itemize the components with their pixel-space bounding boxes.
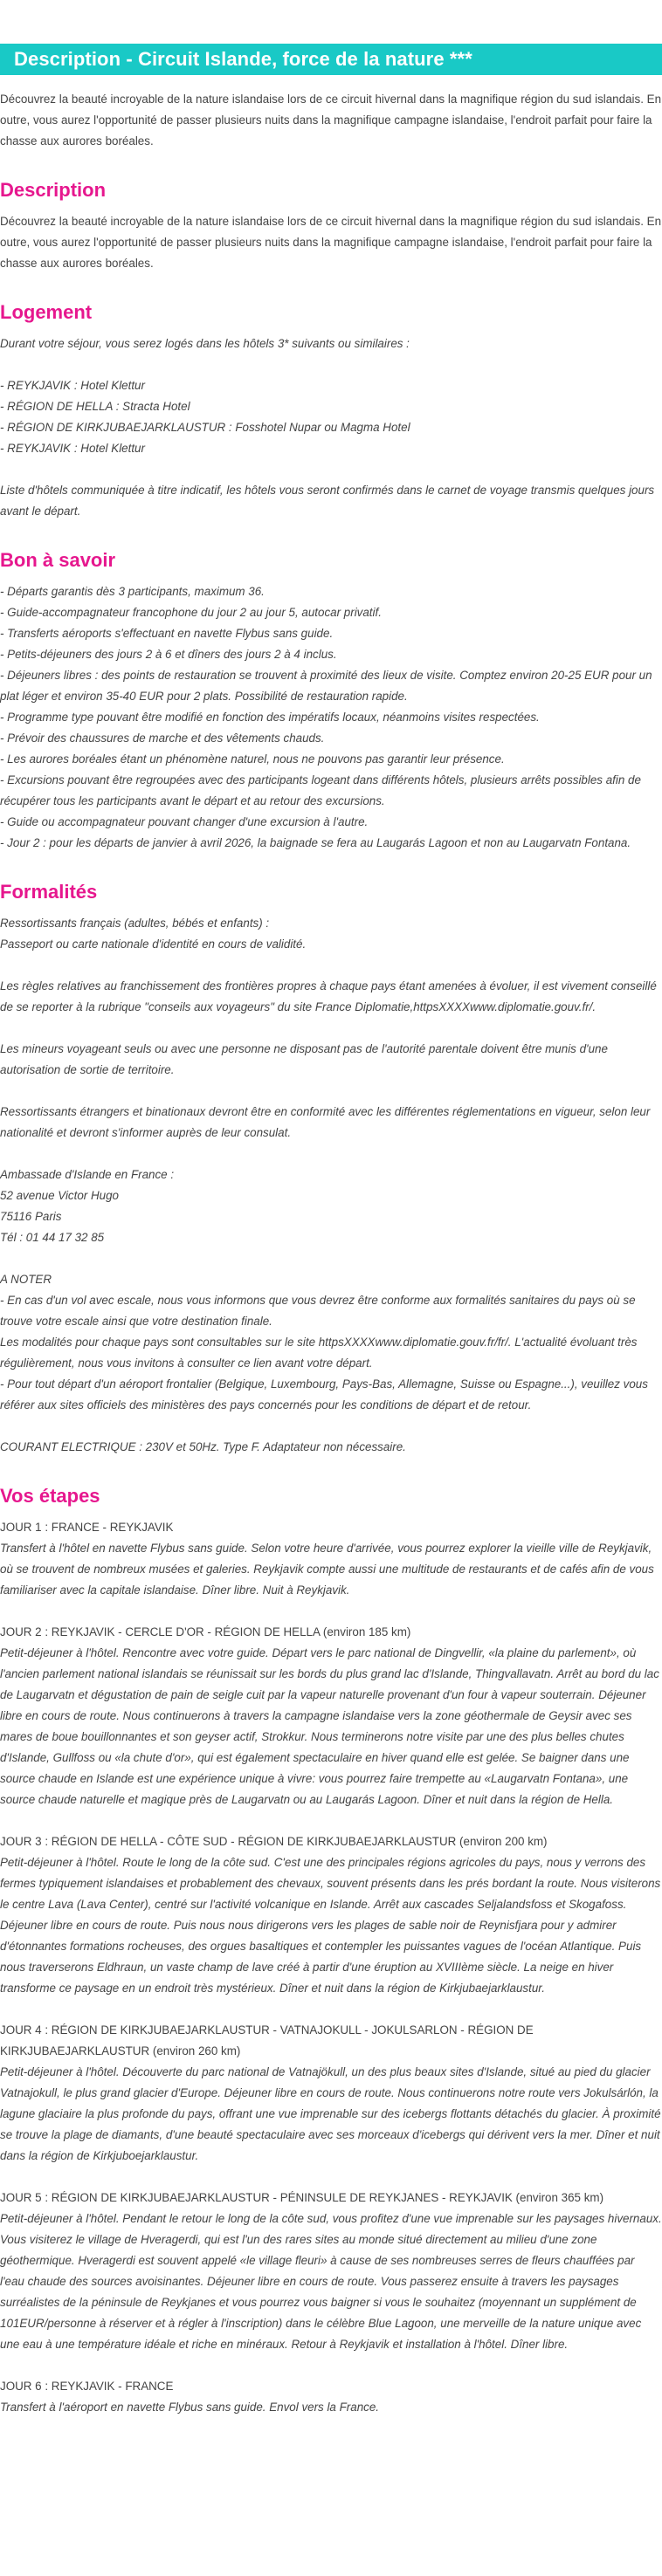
day-title: JOUR 6 : REYKJAVIK - FRANCE (0, 2380, 174, 2393)
intro-text: Découvrez la beauté incroyable de la nature islandaise lors de ce circuit hivernal dans la magnifique région du sud islandais. En outre, vous aurez l'opportunité de passer plusieurs nuits dans la magnifique campagne islandaise, l'endroit parfait pour faire la chasse aux aurores boréales. (0, 93, 662, 148)
info-item: - Transferts aéroports s'effectuant en navette Flybus sans guide. (0, 627, 334, 640)
info-item: - Jour 2 : pour les départs de janvier à avril 2026, la baignade se fera au Laugarás Lagoon et non au Laugarvatn Fontana. (0, 836, 631, 849)
embassy-line: Tél : 01 44 17 32 85 (0, 1231, 105, 1244)
note-line: - Pour tout départ d'un aéroport frontalier (Belgique, Luxembourg, Pays-Bas, Allemagne, Suisse ou Espagne...), veuillez vous référer aux sites officiels des ministères des pays concernés pour les conditions de départ et de retour. (0, 1377, 648, 1412)
hotel-item: - REYKJAVIK : Hotel Klettur (0, 379, 145, 392)
info-item: - Prévoir des chaussures de marche et des vêtements chauds. (0, 732, 325, 745)
info-item: - Excursions pouvant être regroupées avec des participants logeant dans différents hôtels, plusieurs arrêts possibles afin de récupérer tous les participants avant le départ et au retour des excursions. (0, 773, 641, 807)
formalites-line: Passeport ou carte nationale d'identité en cours de validité. (0, 938, 307, 951)
info-item: - Déjeuners libres : des points de restauration se trouvent à proximité des lieux de visite. Comptez environ 20-25 EUR pour un plat léger et environ 35-40 EUR pour 2 plats. Possibilité de restauration rapide. (0, 669, 652, 703)
note-line: A NOTER (0, 1273, 52, 1286)
day-item (0, 1831, 662, 1999)
note-line: - En cas d'un vol avec escale, nous vous informons que vous devrez être conforme aux formalités sanitaires du pays où se trouve votre escale ainsi que votre destination finale. (0, 1294, 636, 1328)
embassy-line: 75116 Paris (0, 1210, 62, 1223)
embassy-line: Ambassade d'Islande en France : (0, 1168, 175, 1181)
day-title: JOUR 5 : RÉGION DE KIRKJUBAEJARKLAUSTUR - PÉNINSULE DE REYKJANES - REYKJAVIK (environ 365 km) (0, 2191, 604, 2204)
logement-section (0, 300, 662, 522)
day-title: JOUR 3 : RÉGION DE HELLA - CÔTE SUD - RÉGION DE KIRKJUBAEJARKLAUSTUR (environ 200 km) (0, 1835, 548, 1848)
formalites-line: Ressortissants français (adultes, bébés et enfants) : (0, 917, 270, 930)
formalites-section (0, 880, 662, 1458)
day-item (0, 2020, 662, 2167)
day-title: JOUR 2 : REYKJAVIK - CERCLE D'OR - RÉGION DE HELLA (environ 185 km) (0, 1625, 411, 1638)
day-title: JOUR 4 : RÉGION DE KIRKJUBAEJARKLAUSTUR - VATNAJOKULL - JOKULSARLON - RÉGION DE KIRKJUBAEJARKLAUSTUR (environ 260 km) (0, 2023, 534, 2057)
formalites-paragraph: Ressortissants étrangers et binationaux devront être en conformité avec les différentes réglementations en vigueur, selon leur nationalité et devront s'informer auprès de leur consulat. (0, 1105, 651, 1139)
hotel-item: - RÉGION DE KIRKJUBAEJARKLAUSTUR : Fosshotel Nupar ou Magma Hotel (0, 421, 410, 434)
day-title: JOUR 1 : FRANCE - REYKJAVIK (0, 1521, 174, 1534)
hotel-item: - RÉGION DE HELLA : Stracta Hotel (0, 400, 190, 413)
description-title: Description (0, 179, 107, 201)
day-item (0, 1517, 662, 1601)
bon-a-savoir-section (0, 548, 662, 854)
logement-note: Liste d'hôtels communiquée à titre indicatif, les hôtels vous seront confirmés dans le carnet de voyage transmis quelques jours avant le départ. (0, 484, 655, 518)
day-body: Petit-déjeuner à l'hôtel. Pendant le retour le long de la côte sud, vous profitez d'une vue imprenable sur les paysages hivernaux. Vous visiterez le village de Hveragerdi, qui est l'un des rares sites au monde situé directement au milieu d'une zone géothermique. Hveragerdi est souvent appelé «le village fleuri» à cause de ses nombreuses serres de fleurs chauffées par l'eau chaude des sources avoisinantes. Déjeuner libre en cours de route. Vous passerez ensuite à travers les paysages surréalistes de la péninsule de Reykjanes et vous pourrez vous baigner si vous le souhaitez (moyennant un supplément de 101EUR/personne à réserver et à régler à l'inscription) dans le célèbre Blue Lagoon, une merveille de la nature unique avec une eau à une température idéale et riche en minéraux. Retour à Reykjavik et installation à l'hôtel. Dîner libre. (0, 2212, 662, 2351)
info-item: - Petits-déjeuners des jours 2 à 6 et dîners des jours 2 à 4 inclus. (0, 648, 337, 661)
day-body: Petit-déjeuner à l'hôtel. Rencontre avec votre guide. Départ vers le parc national de Dingvellir, «la plaine du parlement», où l'ancien parlement national islandais se réunissait sur les bords du plus grand lac d'Islande, Thingvallavatn. Arrêt au bord du lac de Laugarvatn et dégustation de pain de seigle cuit par la vapeur naturelle provenant d'un four à vapeur souterrain. Déjeuner libre en cours de route. Nous continuerons à travers la campagne islandaise vers la zone géothermale de Geysir avec ses mares de boue bouillonnantes et son geyser actif, Strokkur. Nous terminerons notre visite par une des plus belles chutes d'Islande, Gullfoss ou «la chute d'or», qui est également spectaculaire en hiver quand elle est gelée. Se baigner dans une source chaude en Islande est une expérience unique à vivre: vous pourrez faire trempette au «Laugarvatn Fontana», une source chaude naturelle et magique près de Laugarvatn ou au Laugarás Lagoon. Dîner et nuit dans la région de Hella. (0, 1646, 659, 1806)
embassy-line: 52 avenue Victor Hugo (0, 1189, 119, 1202)
info-item: - Guide ou accompagnateur pouvant changer d'une excursion à l'autre. (0, 815, 369, 828)
page (0, 44, 662, 2418)
etapes-title: Vos étapes (0, 1485, 100, 1507)
day-body: Petit-déjeuner à l'hôtel. Découverte du parc national de Vatnajökull, un des plus beaux sites d'Islande, situé au pied du glacier Vatnajokull, le plus grand glacier d'Europe. Déjeuner libre en cours de route. Nous continuerons notre route vers Jokulsárlón, la lagune glaciaire la plus profonde du pays, offrant une vue imprenable sur des icebergs flottants détachés du glacier. À proximité se trouve la plage de diamants, d'une beauté spectaculaire avec ses morceaux d'icebergs qui dérivent vers la mer. Dîner et nuit dans la région de Kirkjuboejarklaustur. (0, 2065, 661, 2162)
page-title: Description - Circuit Islande, force de la nature *** (14, 48, 472, 70)
formalites-paragraph: Les mineurs voyageant seuls ou avec une personne ne disposant pas de l'autorité parentale doivent être munis d'une autorisation de sortie de territoire. (0, 1042, 608, 1076)
electric-info: COURANT ELECTRIQUE : 230V et 50Hz. Type F. Adaptateur non nécessaire. (0, 1440, 406, 1453)
info-item: - Départs garantis dès 3 participants, maximum 36. (0, 585, 265, 598)
day-body: Transfert à l'hôtel en navette Flybus sans guide. Selon votre heure d'arrivée, vous pourrez explorer la vieille ville de Reykjavik, où se trouvent de nombreux musées et galeries. Reykjavik compte aussi une multitude de restaurants et de cafés afin de vous familiariser avec la capitale islandaise. Dîner libre. Nuit à Reykjavik. (0, 1542, 654, 1597)
info-item: - Les aurores boréales étant un phénomène naturel, nous ne pouvons pas garantir leur présence. (0, 752, 505, 766)
description-text: Découvrez la beauté incroyable de la nature islandaise lors de ce circuit hivernal dans la magnifique région du sud islandais. En outre, vous aurez l'opportunité de passer plusieurs nuits dans la magnifique campagne islandaise, l'endroit parfait pour faire la chasse aux aurores boréales. (0, 215, 662, 270)
day-item (0, 1622, 662, 1810)
hotel-item: - REYKJAVIK : Hotel Klettur (0, 442, 145, 455)
info-item: - Programme type pouvant être modifié en fonction des impératifs locaux, néanmoins visites respectées. (0, 711, 540, 724)
day-item (0, 2188, 662, 2355)
content (0, 89, 662, 2418)
formalites-title: Formalités (0, 881, 98, 903)
description-section (0, 178, 662, 274)
logement-intro: Durant votre séjour, vous serez logés dans les hôtels 3* suivants ou similaires : (0, 337, 410, 350)
day-body: Petit-déjeuner à l'hôtel. Route le long de la côte sud. C'est une des principales régions agricoles du pays, nous y verrons des fermes typiquement islandaises et probablement des chevaux, souvent présents dans les prés bordant la route. Nous visiterons le centre Lava (Lava Center), centré sur l'activité volcanique en Islande. Arrêt aux cascades Seljalandsfoss et Skogafoss. Déjeuner libre en cours de route. Puis nous nous dirigerons vers les plages de sable noir de Reynisfjara pour y admirer d'étonnantes formations rocheuses, des orgues basaltiques et contempler les puissantes vagues de l'océan Atlantique. Puis nous traverserons Eldhraun, un vaste champ de lave créé à partir d'une éruption au XVIIIème siècle. La neige en hiver transforme ce paysage en un endroit très mystérieux. Dîner et nuit dans la région de Kirkjubaejarklaustur. (0, 1856, 661, 1995)
day-item (0, 2376, 662, 2418)
bon-a-savoir-title: Bon à savoir (0, 549, 116, 571)
note-line: Les modalités pour chaque pays sont consultables sur le site httpsXXXXwww.diplomatie.gouv.fr/fr/. L'actualité évoluant très régulièrement, nous vous invitons à consulter ce lien avant votre départ. (0, 1336, 638, 1370)
formalites-paragraph: Les règles relatives au franchissement des frontières propres à chaque pays étant amenées à évoluer, il est vivement conseillé de se reporter à la rubrique "conseils aux voyageurs" du site France Diplomatie,httpsXXXXwww.diplomatie.gouv.fr/. (0, 979, 657, 1013)
logement-title: Logement (0, 301, 93, 323)
info-item: - Guide-accompagnateur francophone du jour 2 au jour 5, autocar privatif. (0, 606, 382, 619)
title-banner (0, 44, 662, 75)
day-body: Transfert à l'aéroport en navette Flybus sans guide. Envol vers la France. (0, 2401, 379, 2414)
etapes-section (0, 1484, 662, 2418)
